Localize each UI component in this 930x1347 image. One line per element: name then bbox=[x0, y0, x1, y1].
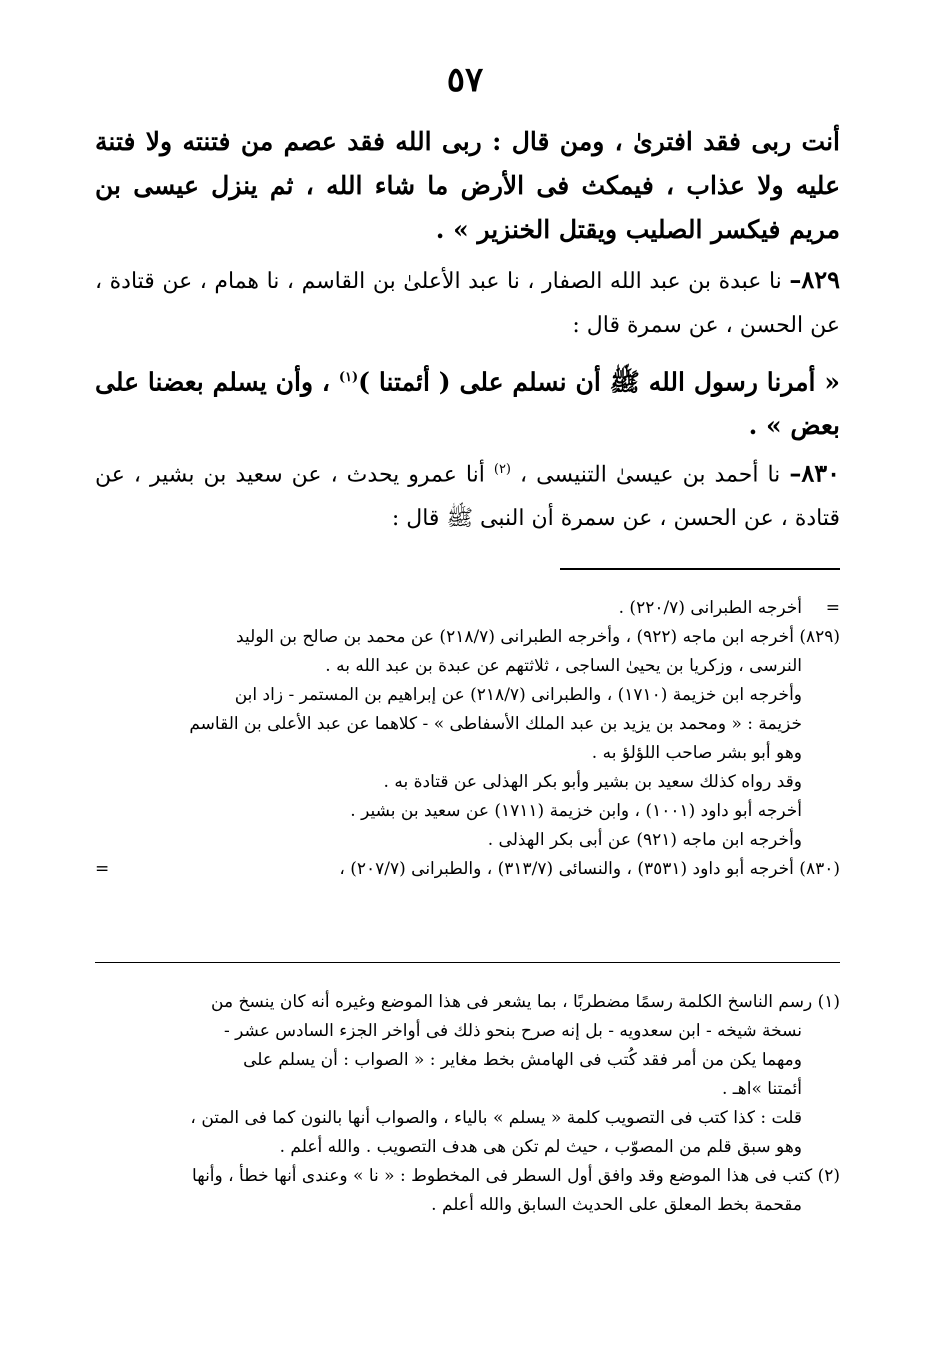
takhrij-line: النرسى ، وزكريا بن يحيىٰ الساجى ، ثلاثتهم عن عبدة بن عبد الله به . bbox=[325, 656, 802, 676]
continuation-marker: = bbox=[95, 859, 110, 879]
takhrij-line: وقد رواه كذلك سعيد بن بشير وأبو بكر الهذلى عن قتادة به . bbox=[383, 772, 802, 792]
note-line: وهو سبق قلم من المصوّب ، حيث لم تكن هى هدف التصويب . والله أعلم . bbox=[279, 1137, 802, 1157]
matn-part-a: « أمرنا رسول الله ﷺ أن نسلم على ( أئمتنا ) bbox=[358, 367, 840, 397]
takhrij-line: خزيمة : « ومحمد بن يزيد بن عبد الملك الأسفاطى » - كلاهما عن عبد الأعلى بن القاسم bbox=[189, 714, 802, 734]
page-number: ٥٧ bbox=[446, 60, 484, 100]
takhrij-line: (٨٣٠) أخرجه أبو داود (٣٥٣١) ، والنسائى (٣١٣/٧) ، والطبرانى (٢٠٧/٧) ، = bbox=[95, 855, 840, 884]
takhrij-line: وأخرجه ابن خزيمة (١٧١٠) ، والطبرانى (٢١٨/٧) عن إبراهيم بن المستمر - زاد ابن bbox=[234, 685, 802, 705]
note-line: مقحمة بخط المعلق على الحديث السابق والله أعلم . bbox=[431, 1195, 802, 1215]
takhrij-line: وأخرجه ابن ماجه (٩٢١) عن أبى بكر الهذلى . bbox=[487, 830, 802, 850]
hadith-829-matn bbox=[95, 356, 840, 448]
footnote-ref: (٢) bbox=[493, 462, 511, 477]
note-line: نسخة شيخه - ابن سعدويه - بل إنه صرح بنحو ذلك فى أواخر الجزء السادس عشر - bbox=[224, 1021, 802, 1041]
separator-rule bbox=[560, 568, 840, 570]
hadith-number: ٨٢٩– bbox=[789, 265, 840, 294]
note-line: أئمتنا »اهـ . bbox=[721, 1079, 802, 1099]
isnad-part-a: نا أحمد بن عيسىٰ التنيسى ، bbox=[520, 462, 781, 488]
matn-part-b: ، وأن يسلم بعضنا على بعض » . bbox=[95, 367, 840, 441]
notes-separator bbox=[95, 962, 840, 963]
takhrij-line: = أخرجه الطبرانى (٢٢٠/٧) . bbox=[95, 594, 840, 623]
footnote-ref: (١) bbox=[338, 370, 359, 385]
hadith-isnad-text: نا عبدة بن عبد الله الصفار ، نا عبد الأعلىٰ بن القاسم ، نا همام ، عن قتادة ، عن الحسن ، عن سمرة قال : bbox=[95, 269, 840, 338]
note-line: (١) رسم الناسخ الكلمة رسمًا مضطربًا ، بما يشعر فى هذا الموضع وغيره أنه كان ينسخ من bbox=[211, 992, 840, 1012]
takhrij-section bbox=[95, 594, 840, 884]
note-line: قلت : كذا كتب فى التصويب كلمة « يسلم » بالياء ، والصواب أنها بالنون كما فى المتن ، bbox=[190, 1108, 802, 1128]
hadith-830-isnad bbox=[95, 448, 840, 541]
takhrij-line: وهو أبو بشر صاحب اللؤلؤ به . bbox=[591, 743, 802, 763]
note-line: ومهما يكن من أمر فقد كُتب فى الهامش بخط مغاير : « الصواب : أن يسلم على bbox=[243, 1050, 802, 1070]
takhrij-line: أخرجه أبو داود (١٠٠١) ، وابن خزيمة (١٧١١) عن سعيد بن بشير . bbox=[350, 801, 802, 821]
takhrij-line: (٨٢٩) أخرجه ابن ماجه (٩٢٢) ، وأخرجه الطبرانى (٢١٨/٧) عن محمد بن صالح بن الوليد bbox=[236, 627, 840, 647]
hadith-829-isnad bbox=[95, 258, 840, 348]
hadith-number: ٨٣٠– bbox=[789, 458, 840, 488]
continuation-marker: = bbox=[825, 598, 840, 618]
hadith-continuation: أنت ربى فقد افترىٰ ، ومن قال : ربى الله فقد عصم من فتنته ولا فتنة عليه ولا عذاب ، فيمكث فى الأرض ما شاء الله ، ثم ينزل عيسى بن مريم فيكسر الصليب ويقتل الخنزير » . bbox=[95, 127, 840, 244]
isnad-part-b: أنا عمرو يحدث ، عن سعيد بن بشير ، عن قتادة ، عن الحسن ، عن سمرة أن النبى ﷺ قال : bbox=[95, 462, 840, 532]
note-line: (٢) كتب فى هذا الموضع وقد وافق أول السطر فى المخطوط : « نا » وعندى أنها خطأ ، وأنها bbox=[192, 1166, 840, 1186]
manuscript-notes bbox=[95, 988, 840, 1220]
